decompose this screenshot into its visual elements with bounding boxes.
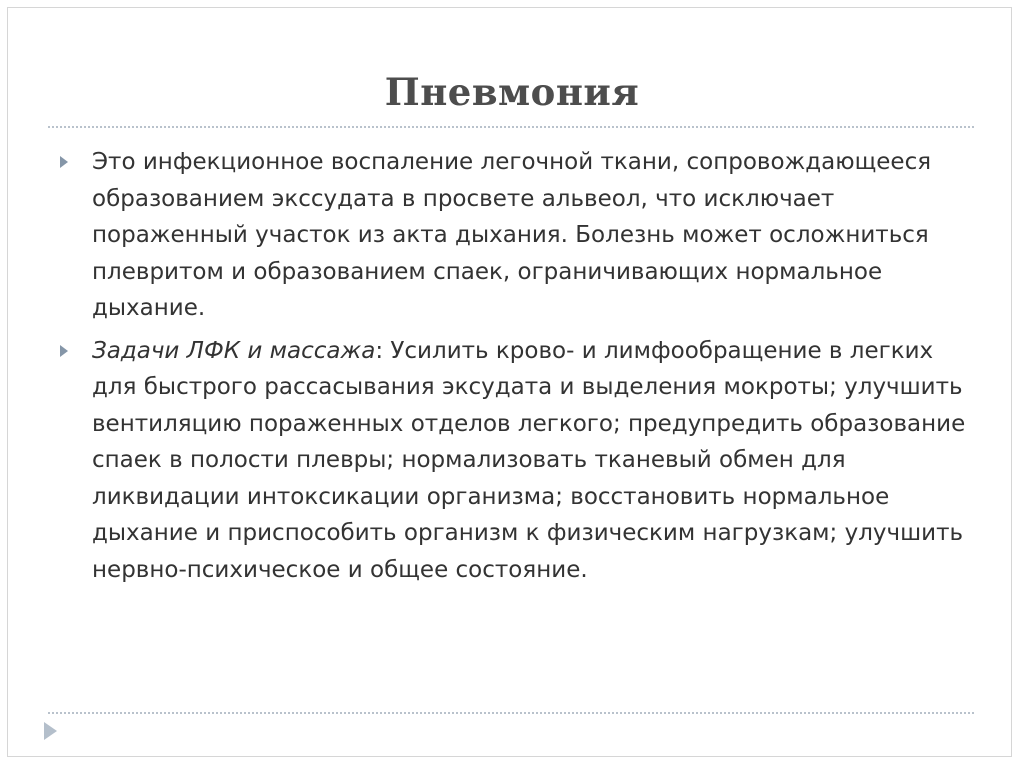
bullet-list [48,144,974,594]
triangle-bullet-icon [60,156,68,168]
bullet-item-definition [48,144,974,327]
bullet-label: Задачи ЛФК и массажа [92,337,376,364]
title-divider [48,126,974,128]
footer-divider [48,712,974,714]
bullet-item-tasks [48,333,974,589]
bullet-text: : Усилить крово- и лимфообращение в легких для быстрого рассасывания эксудата и выделения мокроты; улучшить вентиляцию пораженных отделов легкого; предупредить образование спаек в полости плевры; нормализовать тканевый обмен для ликвидации интоксикации организма; восстановить нормальное дыхание и приспособить организм к физическим нагрузкам; улучшить нервно-психическое и общее состояние. [92,337,966,583]
bullet-text: Это инфекционное воспаление легочной ткани, сопровождающееся образованием экссудата в просвете альвеол, что исключает пораженный участок из акта дыхания. Болезнь может осложниться плевритом и образованием спаек, ограничивающих нормальное дыхание. [92,149,932,321]
slide-title: Пневмония [384,70,640,114]
slide-corner-arrow-icon [44,722,57,740]
triangle-bullet-icon [60,345,68,357]
